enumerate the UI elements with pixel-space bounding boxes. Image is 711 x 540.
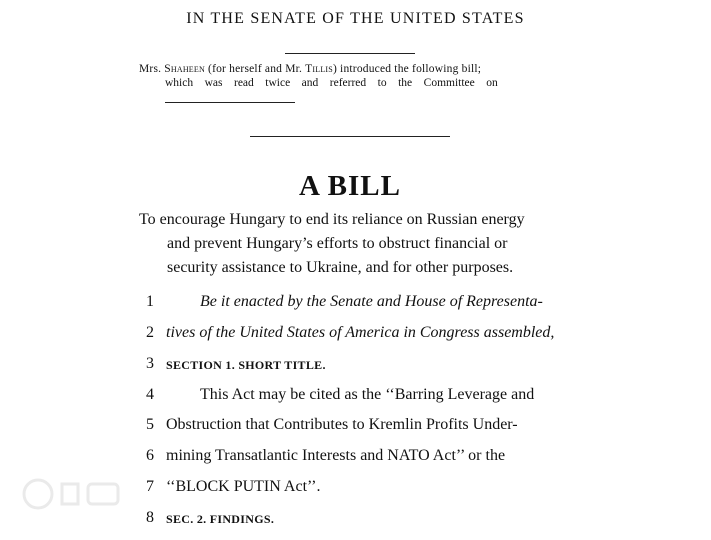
short-title-line-3: mining Transatlantic Interests and NATO Act’’ or the	[166, 447, 506, 464]
faint-watermark-icon	[18, 474, 138, 514]
senate-header: IN THE SENATE OF THE UNITED STATES	[186, 10, 525, 27]
sponsor-name: Shaheen	[164, 63, 205, 75]
short-title-line-2: Obstruction that Contributes to Kremlin Profits Under-	[166, 416, 518, 433]
intro-line-1	[139, 63, 481, 75]
line-number: 7	[146, 478, 154, 495]
committee-blank-rule	[165, 102, 295, 103]
intro-top-rule	[285, 53, 415, 54]
line-number: 1	[146, 293, 154, 310]
line-number: 4	[146, 386, 154, 403]
purpose-line-1: To encourage Hungary to end its reliance on Russian energy	[139, 211, 525, 228]
purpose-line-2: and prevent Hungary’s efforts to obstruct financial or	[167, 235, 508, 252]
title-separator-rule	[250, 136, 450, 137]
line-number: 6	[146, 447, 154, 464]
cosponsor-name: Tillis	[305, 63, 333, 75]
intro-line-2: which was read twice and referred to the Committee on	[165, 77, 498, 89]
section-2-heading: SEC. 2. FINDINGS.	[166, 512, 275, 526]
bill-title: A BILL	[299, 170, 401, 202]
line-number: 5	[146, 416, 154, 433]
short-title-line-1: This Act may be cited as the ‘‘Barring Leverage and	[200, 386, 535, 403]
line-number: 2	[146, 324, 154, 341]
line-number: 3	[146, 355, 154, 372]
enacting-clause-line-2: tives of the United States of America in Congress assembled,	[166, 324, 555, 341]
purpose-line-3: security assistance to Ukraine, and for other purposes.	[167, 259, 514, 276]
intro-mid: (for herself and Mr.	[204, 63, 306, 75]
intro-prefix: Mrs.	[139, 63, 165, 75]
line-number: 8	[146, 509, 154, 526]
section-1-heading: SECTION 1. SHORT TITLE.	[166, 358, 326, 372]
enacting-clause-line-1: Be it enacted by the Senate and House of Representa-	[200, 293, 543, 310]
intro-suffix: ) introduced the following bill;	[332, 63, 482, 75]
short-title-line-4: ‘‘BLOCK PUTIN Act’’.	[166, 478, 321, 495]
